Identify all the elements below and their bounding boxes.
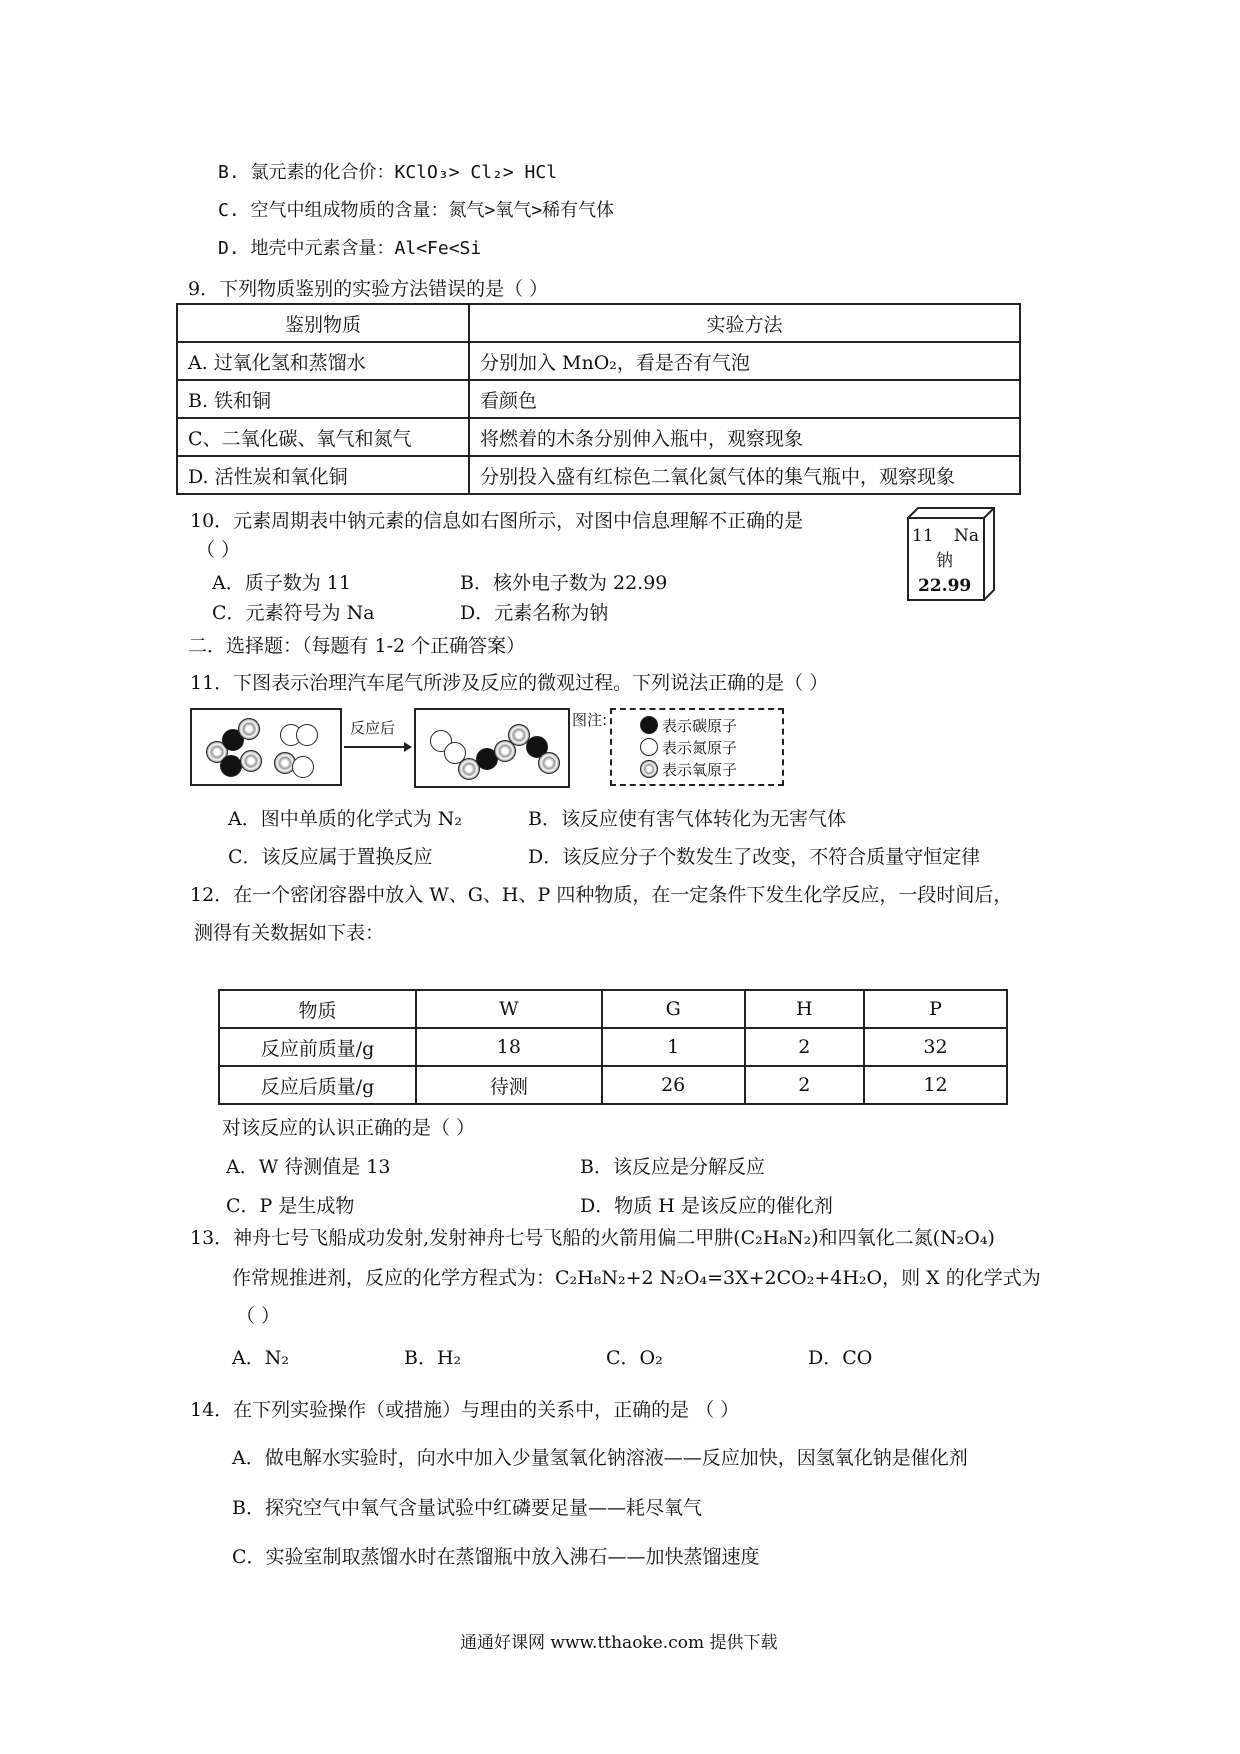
legend-title: 图注: xyxy=(572,711,608,729)
q14-option-a: A．做电解水实验时，向水中加入少量氢氧化钠溶液——反应加快，因氢氧化钠是催化剂 xyxy=(232,1447,968,1469)
legend-nitrogen-label: 表示氮原子 xyxy=(662,739,738,757)
q9-row-c-method: 将燃着的木条分别伸入瓶中，观察现象 xyxy=(469,418,1020,456)
q13-stem-line2: 作常规推进剂，反应的化学方程式为：C₂H₈N₂+2 N₂O₄=3X+2CO₂+4H₂O，则 X 的化学式为 xyxy=(232,1267,1041,1289)
q12-after-h: 2 xyxy=(745,1066,864,1104)
oxygen-atom xyxy=(240,750,262,772)
q13-option-d: D．CO xyxy=(808,1347,873,1369)
q12-before-label: 反应前质量/g xyxy=(219,1028,416,1066)
q12-after-g: 26 xyxy=(602,1066,745,1104)
q11-option-b: B．该反应使有害气体转化为无害气体 xyxy=(528,808,846,830)
q13-option-a: A．N₂ xyxy=(232,1347,289,1369)
q12-option-c: C．P 是生成物 xyxy=(226,1195,355,1217)
q11-option-c: C．该反应属于置换反应 xyxy=(228,846,433,868)
q9-row-c-substance: C、二氧化碳、氧气和氮气 xyxy=(177,418,469,456)
reaction-arrow-label: 反应后 xyxy=(350,719,396,737)
products-box xyxy=(414,708,570,788)
q10-option-a: A．质子数为 11 xyxy=(212,572,351,594)
element-number: 11 xyxy=(912,526,934,546)
q10-paren: （ ） xyxy=(196,539,241,561)
q8-option-d: D. 地壳中元素含量：Al<Fe<Si xyxy=(218,238,482,259)
q14-stem: 14．在下列实验操作（或措施）与理由的关系中，正确的是 （ ） xyxy=(190,1399,740,1421)
q12-before-g: 1 xyxy=(602,1028,745,1066)
oxygen-atom xyxy=(538,752,560,774)
q12-before-h: 2 xyxy=(745,1028,864,1066)
q12-header-g: G xyxy=(602,990,745,1028)
q9-row-d-method: 分别投入盛有红棕色二氧化氮气体的集气瓶中，观察现象 xyxy=(469,456,1020,494)
legend-oxygen-label: 表示氧原子 xyxy=(662,761,738,779)
q9-header-method: 实验方法 xyxy=(469,304,1020,342)
q9-stem: 9．下列物质鉴别的实验方法错误的是（ ） xyxy=(188,278,549,300)
oxygen-atom xyxy=(238,718,260,740)
q9-header-substance: 鉴别物质 xyxy=(177,304,469,342)
q12-header-w: W xyxy=(416,990,602,1028)
page-footer: 通通好课网 www.tthaoke.com 提供下载 xyxy=(460,1633,778,1653)
atom-legend xyxy=(610,708,784,786)
legend-oxygen-icon xyxy=(640,760,658,778)
element-symbol: Na xyxy=(954,526,980,546)
legend-nitrogen-icon xyxy=(640,738,658,756)
q11-stem: 11．下图表示治理汽车尾气所涉及反应的微观过程。下列说法正确的是（ ） xyxy=(190,672,829,694)
sodium-element-cell xyxy=(906,514,982,600)
element-mass: 22.99 xyxy=(918,576,972,596)
section-2-heading: 二．选择题：（每题有 1-2 个正确答案） xyxy=(188,635,526,657)
q12-prompt: 对该反应的认识正确的是（ ） xyxy=(222,1117,476,1139)
q12-after-label: 反应后质量/g xyxy=(219,1066,416,1104)
q13-paren: （ ） xyxy=(236,1305,281,1327)
q9-row-a-method: 分别加入 MnO₂，看是否有气泡 xyxy=(469,342,1020,380)
q13-option-c: C．O₂ xyxy=(606,1347,663,1369)
q10-stem: 10．元素周期表中钠元素的信息如右图所示，对图中信息理解不正确的是 xyxy=(190,510,804,532)
q12-header-h: H xyxy=(745,990,864,1028)
q12-option-d: D．物质 H 是该反应的催化剂 xyxy=(580,1195,833,1217)
q12-stem-line1: 12．在一个密闭容器中放入 W、G、H、P 四种物质，在一定条件下发生化学反应，一段时间后， xyxy=(190,884,1013,906)
q12-option-a: A．W 待测值是 13 xyxy=(226,1156,391,1178)
carbon-atom xyxy=(220,755,242,777)
q12-option-b: B．该反应是分解反应 xyxy=(580,1156,765,1178)
q12-table xyxy=(218,989,1008,1105)
q9-row-d-substance: D. 活性炭和氧化铜 xyxy=(177,456,469,494)
q13-option-b: B．H₂ xyxy=(404,1347,462,1369)
q9-table xyxy=(176,303,1021,495)
reactants-box xyxy=(190,708,342,786)
q14-option-b: B．探究空气中氧气含量试验中红磷要足量——耗尽氧气 xyxy=(232,1497,702,1519)
q8-option-b: B. 氯元素的化合价：KClO₃> Cl₂> HCl xyxy=(218,162,558,183)
q12-after-w: 待测 xyxy=(416,1066,602,1104)
q12-stem-line2: 测得有关数据如下表： xyxy=(194,922,385,944)
q13-stem-line1: 13．神舟七号飞船成功发射,发射神舟七号飞船的火箭用偏二甲肼(C₂H₈N₂)和四氧化二氮(N₂O₄) xyxy=(190,1227,995,1249)
q12-before-w: 18 xyxy=(416,1028,602,1066)
q12-before-p: 32 xyxy=(864,1028,1007,1066)
q11-option-a: A．图中单质的化学式为 N₂ xyxy=(228,808,463,830)
nitrogen-atom xyxy=(292,756,314,778)
q10-option-c: C．元素符号为 Na xyxy=(212,602,375,624)
legend-carbon-label: 表示碳原子 xyxy=(662,717,738,735)
element-name: 钠 xyxy=(936,551,953,571)
q9-row-a-substance: A. 过氧化氢和蒸馏水 xyxy=(177,342,469,380)
nitrogen-atom xyxy=(296,724,318,746)
q8-option-c: C. 空气中组成物质的含量：氮气>氧气>稀有气体 xyxy=(218,200,615,221)
q11-option-d: D．该反应分子个数发生了改变，不符合质量守恒定律 xyxy=(528,846,981,868)
q12-after-p: 12 xyxy=(864,1066,1007,1104)
q9-row-b-substance: B. 铁和铜 xyxy=(177,380,469,418)
reaction-arrow-icon xyxy=(342,740,412,754)
q10-option-b: B．核外电子数为 22.99 xyxy=(460,572,668,594)
q10-option-d: D．元素名称为钠 xyxy=(460,602,609,624)
q12-header-p: P xyxy=(864,990,1007,1028)
q12-header-substance: 物质 xyxy=(219,990,416,1028)
q9-row-b-method: 看颜色 xyxy=(469,380,1020,418)
q14-option-c: C．实验室制取蒸馏水时在蒸馏瓶中放入沸石——加快蒸馏速度 xyxy=(232,1546,760,1568)
legend-carbon-icon xyxy=(640,716,658,734)
